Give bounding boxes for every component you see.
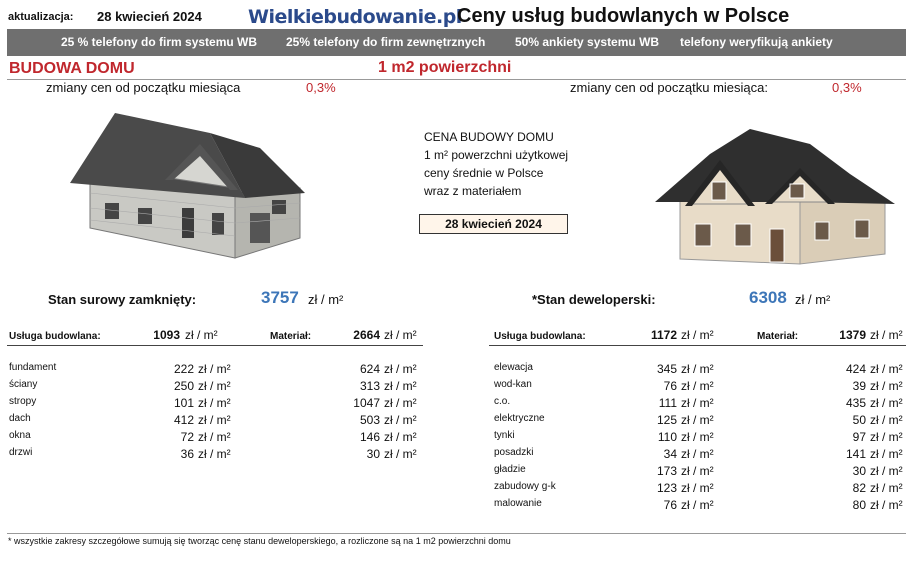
right-service-total-unit: zł / m² xyxy=(681,328,714,342)
info-line-4: wraz z materiałem xyxy=(424,184,522,198)
right-material-total-unit: zł / m² xyxy=(870,328,903,342)
right-stage-unit: zł / m² xyxy=(795,292,831,307)
section-heading: BUDOWA DOMU xyxy=(9,60,135,77)
row-service-value: 123 xyxy=(656,481,677,495)
info-banner xyxy=(7,29,906,56)
row-service-unit: zł / m² xyxy=(681,498,714,512)
row-material-value: 435 xyxy=(845,396,866,410)
left-change-label: zmiany cen od początku miesiąca xyxy=(46,80,241,95)
row-service-value: 250 xyxy=(173,379,194,393)
left-service-header: Usługa budowlana: xyxy=(9,331,101,342)
update-label: aktualizacja: xyxy=(8,11,74,23)
row-name: ściany xyxy=(9,379,38,390)
row-name: posadzki xyxy=(494,447,534,458)
row-service-unit: zł / m² xyxy=(681,362,714,376)
row-material-unit: zł / m² xyxy=(870,379,903,393)
unit-heading: 1 m2 powierzchni xyxy=(378,59,512,76)
row-material-unit: zł / m² xyxy=(870,413,903,427)
row-material-unit: zł / m² xyxy=(384,396,417,410)
row-service-unit: zł / m² xyxy=(198,379,231,393)
row-service-value: 34 xyxy=(663,447,677,461)
row-service-value: 173 xyxy=(656,464,677,478)
row-service-unit: zł / m² xyxy=(681,481,714,495)
row-name: okna xyxy=(9,430,31,441)
row-service-unit: zł / m² xyxy=(198,362,231,376)
row-material-value: 80 xyxy=(852,498,866,512)
left-stage-value: 3757 xyxy=(261,288,299,307)
row-service-unit: zł / m² xyxy=(681,464,714,478)
left-material-total-unit: zł / m² xyxy=(384,328,417,342)
row-material-value: 141 xyxy=(845,447,866,461)
row-material-value: 39 xyxy=(852,379,866,393)
row-material-unit: zł / m² xyxy=(384,447,417,461)
banner-item-2: 25% telefony do firm zewnętrznych xyxy=(286,35,486,49)
row-material-unit: zł / m² xyxy=(870,464,903,478)
footnote: * wszystkie zakresy szczegółowe sumują się tworząc cenę stanu deweloperskiego, a rozliczone są na 1 m2 powierzchni domu xyxy=(8,536,511,546)
row-service-unit: zł / m² xyxy=(681,413,714,427)
right-material-total: 1379 xyxy=(839,328,866,342)
banner-item-4: telefony weryfikują ankiety xyxy=(680,35,833,49)
row-service-value: 76 xyxy=(663,498,677,512)
row-material-value: 503 xyxy=(359,413,380,427)
right-change-value: 0,3% xyxy=(832,80,862,95)
row-service-value: 72 xyxy=(180,430,194,444)
info-line-1: CENA BUDOWY DOMU xyxy=(424,130,554,144)
left-stage-unit: zł / m² xyxy=(308,292,344,307)
row-service-unit: zł / m² xyxy=(198,396,231,410)
row-service-unit: zł / m² xyxy=(681,430,714,444)
row-material-value: 1047 xyxy=(353,396,380,410)
row-material-unit: zł / m² xyxy=(384,413,417,427)
row-material-unit: zł / m² xyxy=(384,362,417,376)
left-material-total: 2664 xyxy=(353,328,380,342)
raw-house-image xyxy=(60,108,310,268)
row-service-unit: zł / m² xyxy=(198,430,231,444)
row-material-value: 50 xyxy=(852,413,866,427)
footnote-line xyxy=(7,533,906,534)
update-date: 28 kwiecień 2024 xyxy=(97,9,202,24)
row-material-value: 624 xyxy=(359,362,380,376)
row-material-value: 30 xyxy=(366,447,380,461)
finished-house-image xyxy=(650,124,900,270)
row-material-unit: zł / m² xyxy=(384,379,417,393)
row-material-value: 146 xyxy=(359,430,380,444)
row-name: stropy xyxy=(9,396,37,407)
row-service-unit: zł / m² xyxy=(198,413,231,427)
row-service-value: 101 xyxy=(173,396,194,410)
row-name: zabudowy g-k xyxy=(494,481,556,492)
right-change-label: zmiany cen od początku miesiąca: xyxy=(570,80,768,95)
row-name: elektryczne xyxy=(494,413,545,424)
row-service-unit: zł / m² xyxy=(681,396,714,410)
row-material-value: 30 xyxy=(852,464,866,478)
row-name: wod-kan xyxy=(494,379,532,390)
row-service-value: 345 xyxy=(656,362,677,376)
row-service-unit: zł / m² xyxy=(681,379,714,393)
row-material-unit: zł / m² xyxy=(870,396,903,410)
left-change-value: 0,3% xyxy=(306,80,336,95)
left-service-total: 1093 xyxy=(153,328,180,342)
row-name: c.o. xyxy=(494,396,511,407)
row-name: malowanie xyxy=(494,498,542,509)
left-header-line xyxy=(7,345,423,346)
row-service-unit: zł / m² xyxy=(198,447,231,461)
right-material-header: Materiał: xyxy=(757,331,799,342)
row-name: gładzie xyxy=(494,464,526,475)
row-service-value: 76 xyxy=(663,379,677,393)
row-material-unit: zł / m² xyxy=(870,481,903,495)
right-stage-label: *Stan deweloperski: xyxy=(532,292,656,307)
right-service-total: 1172 xyxy=(650,328,677,342)
row-material-unit: zł / m² xyxy=(870,362,903,376)
row-service-value: 36 xyxy=(180,447,194,461)
row-material-value: 313 xyxy=(359,379,380,393)
row-service-value: 125 xyxy=(656,413,677,427)
info-line-3: ceny średnie w Polsce xyxy=(424,166,544,180)
row-service-value: 110 xyxy=(657,430,677,444)
right-stage-value: 6308 xyxy=(749,288,787,307)
row-name: fundament xyxy=(9,362,57,373)
row-service-value: 222 xyxy=(173,362,194,376)
row-name: drzwi xyxy=(9,447,33,458)
row-material-unit: zł / m² xyxy=(384,430,417,444)
banner-item-1: 25 % telefony do firm systemu WB xyxy=(61,35,258,49)
right-service-header: Usługa budowlana: xyxy=(494,331,586,342)
row-name: elewacja xyxy=(494,362,533,373)
info-line-2: 1 m² powerzchni użytkowej xyxy=(424,148,569,162)
left-material-header: Materiał: xyxy=(270,331,312,342)
banner-item-3: 50% ankiety systemu WB xyxy=(515,35,660,49)
page-title: Ceny usług budowlanych w Polsce xyxy=(457,5,790,27)
left-stage-label: Stan surowy zamknięty: xyxy=(48,292,197,307)
right-header-line xyxy=(489,345,906,346)
row-material-value: 424 xyxy=(845,362,866,376)
row-material-unit: zł / m² xyxy=(870,498,903,512)
row-service-unit: zł / m² xyxy=(681,447,714,461)
row-name: dach xyxy=(9,413,31,424)
row-material-value: 97 xyxy=(852,430,866,444)
info-date-box: 28 kwiecień 2024 xyxy=(419,214,568,234)
row-material-unit: zł / m² xyxy=(870,447,903,461)
row-material-value: 82 xyxy=(852,481,866,495)
row-material-unit: zł / m² xyxy=(870,430,903,444)
row-name: tynki xyxy=(494,430,515,441)
left-service-total-unit: zł / m² xyxy=(185,328,218,342)
row-service-value: 412 xyxy=(173,413,194,427)
row-service-value: 111 xyxy=(658,396,677,410)
site-logo[interactable]: Wielkiebudowanie.pl xyxy=(248,6,462,28)
